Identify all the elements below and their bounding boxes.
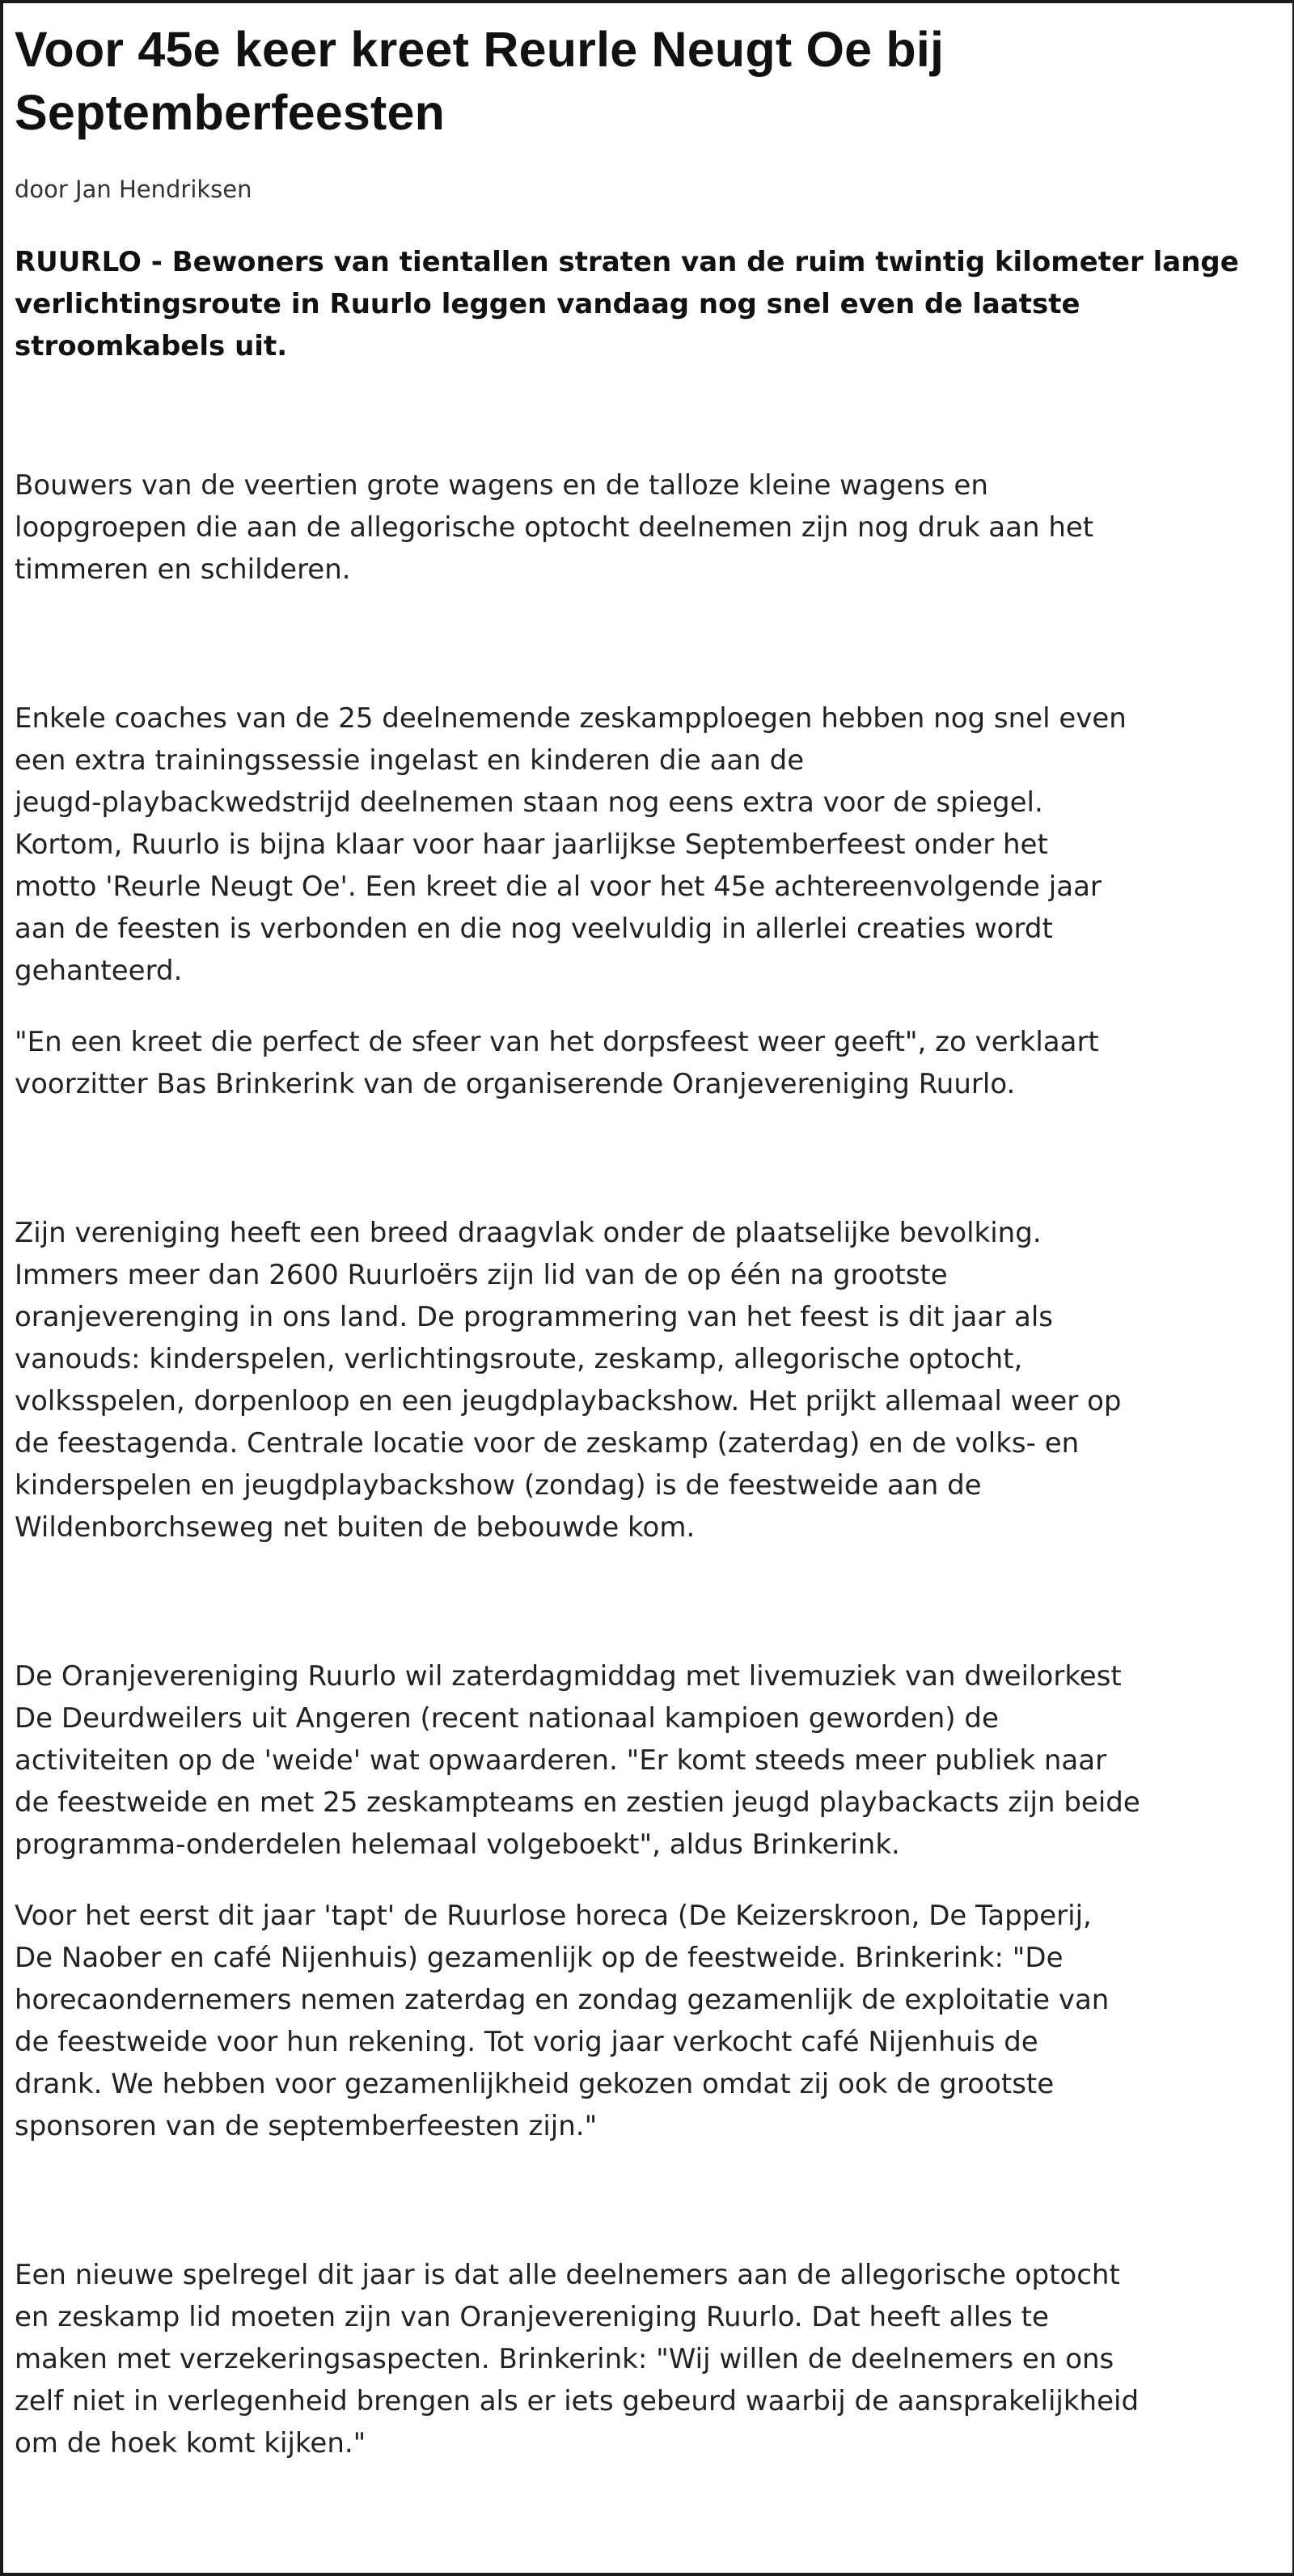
paragraph-line: Bouwers van de veertien grote wagens en de talloze kleine wagens en: [15, 469, 988, 502]
paragraph-line: sponsoren van de septemberfeesten zijn.": [15, 2110, 598, 2142]
article-paragraph-2: [15, 697, 1294, 992]
article-paragraph-5: [15, 1655, 1294, 1866]
paragraph-line: De Oranjevereniging Ruurlo wil zaterdagmiddag met livemuziek van dweilorkest: [15, 1660, 1122, 1693]
paragraph-line: drank. We hebben voor gezamenlijkheid gekozen omdat zij ook de grootste: [15, 2068, 1055, 2100]
paragraph-line: loopgroepen die aan de allegorische optocht deelnemen zijn nog druk aan het: [15, 511, 1094, 544]
spacer: [15, 591, 1294, 697]
paragraph-line: volksspelen, dorpenloop en een jeugdplaybackshow. Het prijkt allemaal weer op: [15, 1385, 1122, 1417]
paragraph-line: De Naober en café Nijenhuis) gezamenlijk op de feestweide. Brinkerink: "De: [15, 1942, 1064, 1974]
paragraph-line: jeugd-playbackwedstrijd deelnemen staan nog eens extra voor de spiegel.: [15, 786, 1043, 819]
paragraph-line: oranjeverenging in ons land. De programmering van het feest is dit jaar als: [15, 1301, 1053, 1333]
article-paragraph-7: [15, 2254, 1294, 2464]
paragraph-line: timmeren en schilderen.: [15, 553, 351, 586]
article-paragraph-1: [15, 464, 1294, 591]
paragraph-line: de feestweide voor hun rekening. Tot vorig jaar verkocht café Nijenhuis de: [15, 2026, 1038, 2058]
paragraph-line: motto 'Reurle Neugt Oe'. Een kreet die al voor het 45e achtereenvolgende jaar: [15, 871, 1102, 903]
paragraph-line: horecaondernemers nemen zaterdag en zondag gezamenlijk de exploitatie van: [15, 1984, 1110, 2016]
paragraph-line: Kortom, Ruurlo is bijna klaar voor haar jaarlijkse Septemberfeest onder het: [15, 828, 1048, 861]
article-paragraph-6: [15, 1895, 1294, 2147]
paragraph-line: programma-onderdelen helemaal volgeboekt", aldus Brinkerink.: [15, 1828, 900, 1861]
spacer: [15, 1105, 1294, 1212]
article-content: [15, 18, 1294, 2464]
paragraph-line: vanouds: kinderspelen, verlichtingsroute, zeskamp, allegorische optocht,: [15, 1343, 1023, 1375]
spacer: [15, 2147, 1294, 2254]
spacer: [15, 1549, 1294, 1655]
paragraph-line: een extra trainingssessie ingelast en kinderen die aan de: [15, 744, 805, 777]
spacer: [15, 1866, 1294, 1895]
paragraph-line: voorzitter Bas Brinkerink van de organiserende Oranjevereniging Ruurlo.: [15, 1068, 1016, 1100]
paragraph-line: gehanteerd.: [15, 955, 183, 987]
paragraph-line: activiteiten op de 'weide' wat opwaarderen. "Er komt steeds meer publiek naar: [15, 1744, 1107, 1777]
paragraph-line: Enkele coaches van de 25 deelnemende zeskampploegen hebben nog snel even: [15, 702, 1127, 735]
paragraph-line: Voor het eerst dit jaar 'tapt' de Ruurlose horeca (De Keizerskroon, De Tapperij,: [15, 1900, 1092, 1932]
paragraph-line: Wildenborchseweg net buiten de bebouwde kom.: [15, 1511, 696, 1544]
article-paragraph-4: [15, 1212, 1294, 1549]
spacer: [15, 367, 1294, 464]
spacer: [15, 992, 1294, 1021]
paragraph-line: zelf niet in verlegenheid brengen als er iets gebeurd waarbij de aansprakelijkheid: [15, 2385, 1140, 2417]
paragraph-line: maken met verzekeringsaspecten. Brinkerink: "Wij willen de deelnemers en ons: [15, 2343, 1114, 2375]
paragraph-line: Immers meer dan 2600 Ruurloërs zijn lid van de op één na grootste: [15, 1259, 948, 1291]
article-paragraph-3: [15, 1021, 1294, 1105]
paragraph-line: Een nieuwe spelregel dit jaar is dat alle deelnemers aan de allegorische optocht: [15, 2259, 1120, 2291]
paragraph-line: De Deurdweilers uit Angeren (recent nationaal kampioen geworden) de: [15, 1702, 999, 1735]
paragraph-line: om de hoek komt kijken.": [15, 2427, 366, 2459]
paragraph-line: kinderspelen en jeugdplaybackshow (zondag) is de feestweide aan de: [15, 1469, 982, 1502]
article-byline: door Jan Hendriksen: [15, 176, 252, 203]
paragraph-line: de feestweide en met 25 zeskampteams en zestien jeugd playbackacts zijn beide: [15, 1786, 1140, 1819]
paragraph-line: Zijn vereniging heeft een breed draagvlak onder de plaatselijke bevolking.: [15, 1217, 1042, 1249]
article-title: Voor 45e keer kreet Reurle Neugt Oe bij Septemberfeesten: [15, 22, 945, 140]
paragraph-line: en zeskamp lid moeten zijn van Oranjevereniging Ruurlo. Dat heeft alles te: [15, 2301, 1049, 2333]
article-lead: RUURLO - Bewoners van tientallen straten van de ruim twintig kilometer lange verlichtingsroute in Ruurlo leggen vandaag nog snel even de laatste stroomkabels uit.: [15, 246, 1239, 362]
paragraph-line: de feestagenda. Centrale locatie voor de zeskamp (zaterdag) en de volks- en: [15, 1427, 1080, 1460]
paragraph-line: "En een kreet die perfect de sfeer van het dorpsfeest weer geeft", zo verklaart: [15, 1026, 1099, 1058]
paragraph-line: aan de feesten is verbonden en die nog veelvuldig in allerlei creaties wordt: [15, 913, 1053, 945]
